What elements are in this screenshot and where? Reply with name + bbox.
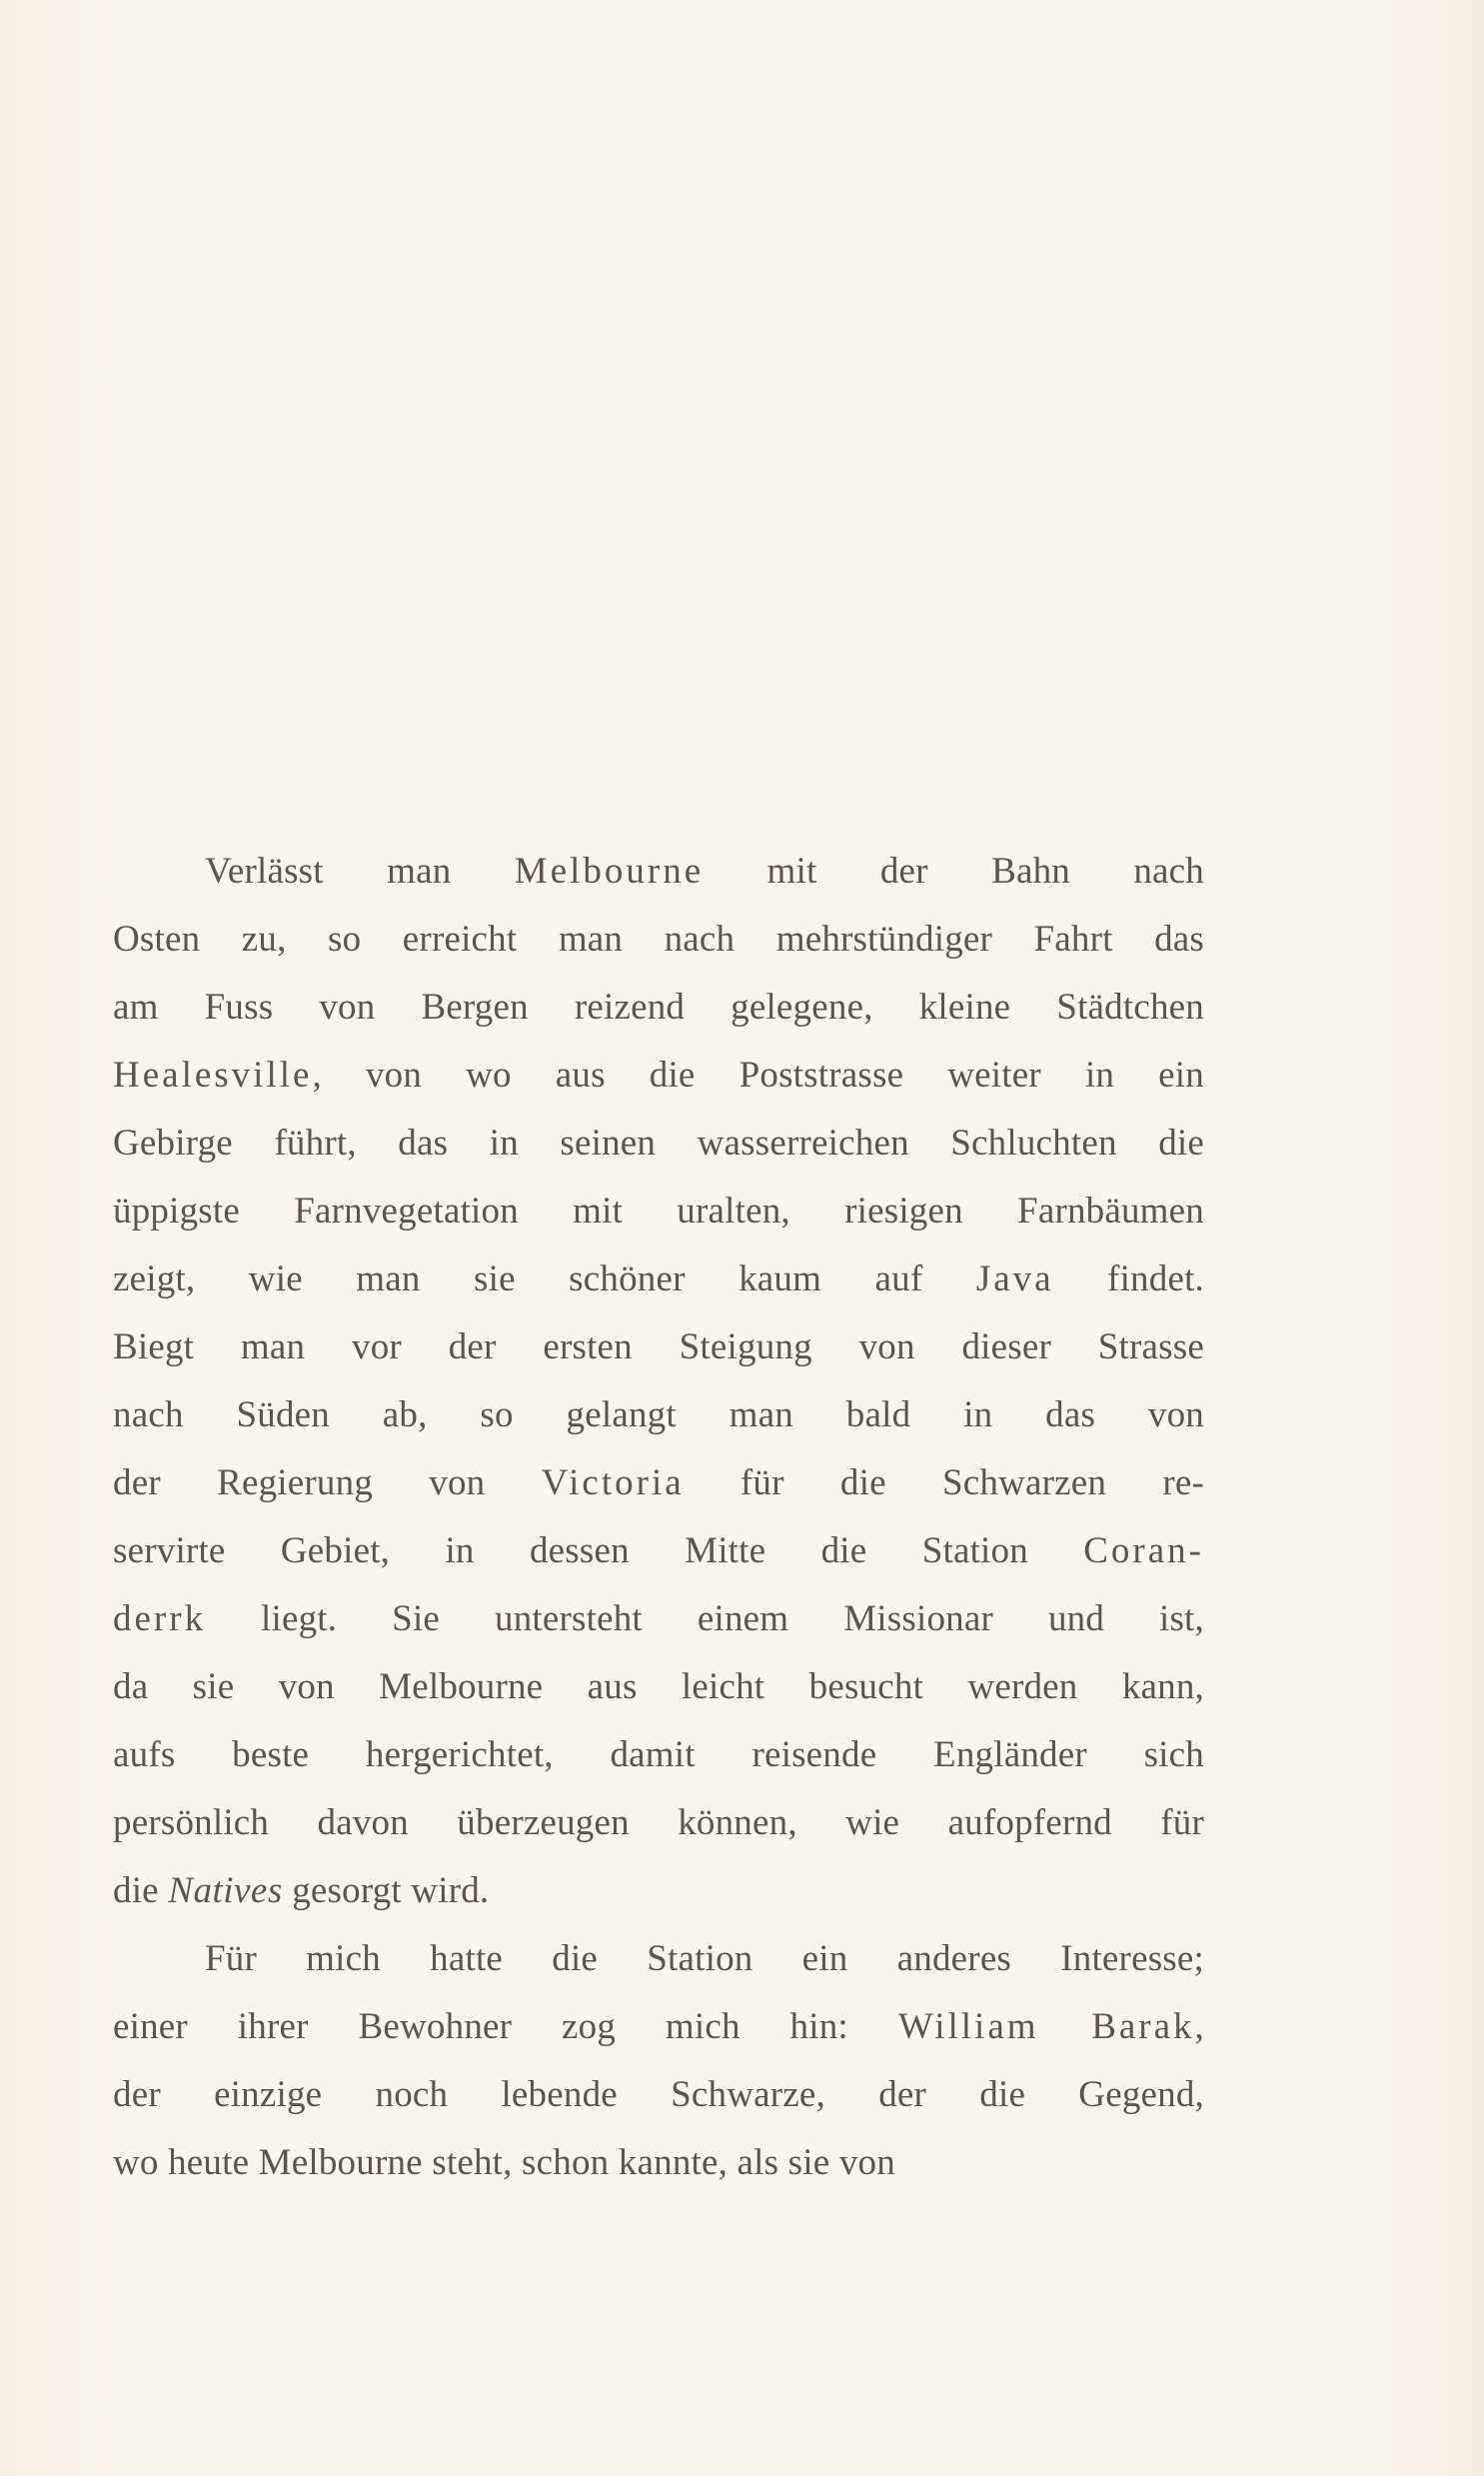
text-segment: liegt. Sie untersteht einem Missionar und ist, bbox=[206, 1598, 1204, 1639]
text-line bbox=[113, 974, 1204, 1042]
text-segment: , von wo aus die Poststrasse weiter in ein bbox=[312, 1055, 1204, 1096]
text-segment: einer ihrer Bewohner zog mich hin: bbox=[113, 2006, 898, 2047]
text-line bbox=[113, 2129, 1204, 2197]
text-segment: Osten zu, so erreicht man nach mehrstündiger Fahrt das bbox=[113, 919, 1204, 960]
spaced-name: William Barak bbox=[897, 2006, 1195, 2047]
text-line bbox=[113, 1110, 1204, 1178]
text-line bbox=[113, 1449, 1204, 1517]
text-segment: persönlich davon überzeugen können, wie aufopfernd für bbox=[113, 1802, 1204, 1843]
body-text bbox=[113, 838, 1204, 2197]
text-segment: der Regierung von bbox=[113, 1462, 542, 1503]
text-line bbox=[113, 1993, 1204, 2061]
text-line bbox=[113, 1925, 1204, 1993]
text-segment: Verlässt man bbox=[205, 851, 515, 892]
text-segment: Für mich hatte die Station ein anderes Interesse; bbox=[205, 1938, 1204, 1979]
spaced-name: Java bbox=[975, 1258, 1054, 1299]
text-line bbox=[113, 1653, 1204, 1721]
text-segment: mit der Bahn nach bbox=[704, 851, 1204, 892]
spaced-name: Melbourne bbox=[514, 851, 705, 892]
text-segment: üppigste Farnvegetation mit uralten, riesigen Farnbäumen bbox=[113, 1191, 1204, 1232]
text-line bbox=[113, 906, 1204, 974]
text-segment: Gebirge führt, das in seinen wasserreichen Schluchten die bbox=[113, 1123, 1204, 1164]
text-line bbox=[113, 1245, 1204, 1313]
text-segment: zeigt, wie man sie schöner kaum auf bbox=[113, 1258, 976, 1299]
text-line bbox=[113, 1381, 1204, 1449]
text-segment: servirte Gebiet, in dessen Mitte die Station bbox=[113, 1530, 1084, 1571]
text-line bbox=[113, 1789, 1204, 1857]
text-segment: gesorgt wird. bbox=[282, 1870, 490, 1911]
spaced-name: derrk bbox=[113, 1598, 207, 1639]
text-line bbox=[113, 1857, 1204, 1925]
italic-term: Natives bbox=[168, 1870, 283, 1911]
text-segment: aufs beste hergerichtet, damit reisende Engländer sich bbox=[113, 1734, 1204, 1775]
spaced-name: Victoria bbox=[541, 1462, 685, 1503]
text-segment: der einzige noch lebende Schwarze, der die Gegend, bbox=[113, 2074, 1204, 2115]
text-line bbox=[113, 838, 1204, 906]
text-line bbox=[113, 2061, 1204, 2129]
spaced-name: Coran- bbox=[1083, 1530, 1204, 1571]
text-segment: , bbox=[1194, 2006, 1204, 2047]
text-line bbox=[113, 1178, 1204, 1245]
text-segment: für die Schwarzen re- bbox=[684, 1462, 1204, 1503]
text-line bbox=[113, 1585, 1204, 1653]
text-segment: da sie von Melbourne aus leicht besucht werden kann, bbox=[113, 1666, 1204, 1707]
text-segment: am Fuss von Bergen reizend gelegene, kleine Städtchen bbox=[113, 987, 1204, 1028]
text-line bbox=[113, 1721, 1204, 1789]
text-segment: die bbox=[113, 1870, 169, 1911]
text-line bbox=[113, 1313, 1204, 1381]
text-segment: findet. bbox=[1053, 1258, 1204, 1299]
text-segment: nach Süden ab, so gelangt man bald in das von bbox=[113, 1394, 1204, 1435]
text-segment: wo heute Melbourne steht, schon kannte, als sie von bbox=[113, 2142, 895, 2183]
text-line bbox=[113, 1042, 1204, 1110]
text-line bbox=[113, 1517, 1204, 1585]
text-segment: Biegt man vor der ersten Steigung von dieser Strasse bbox=[113, 1326, 1204, 1367]
spaced-name: Healesville bbox=[113, 1055, 313, 1096]
